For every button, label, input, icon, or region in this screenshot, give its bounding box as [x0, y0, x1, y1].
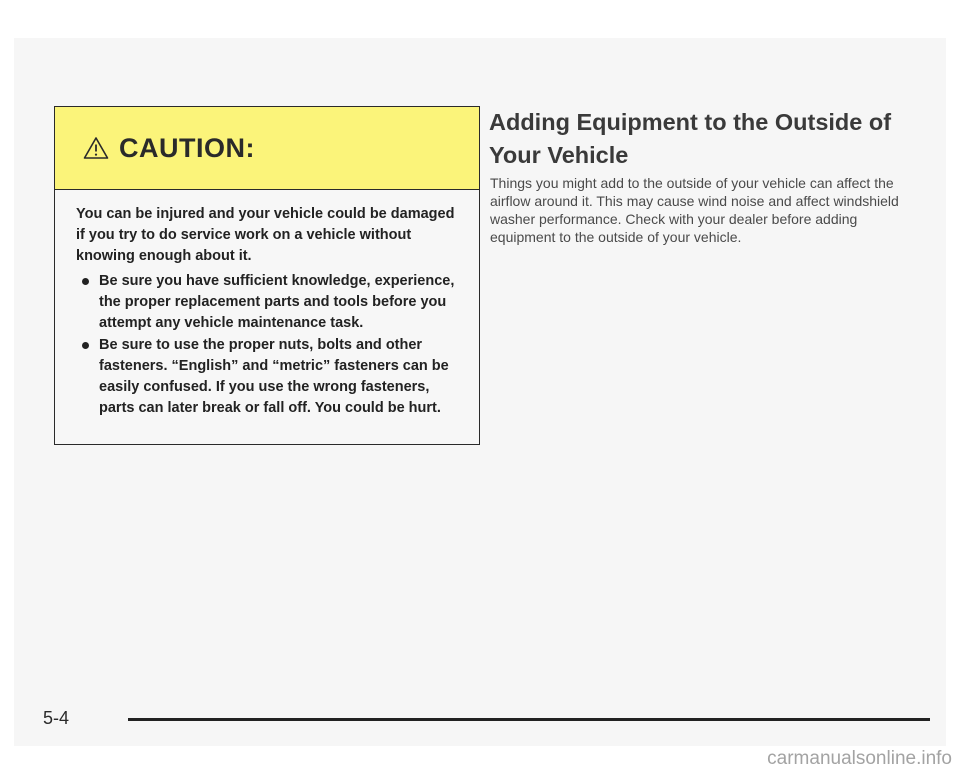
caution-bullet-text: Be sure you have sufficient knowledge, experience, the proper replacement parts and tools before you attempt any vehicle maintenance task. — [99, 273, 455, 331]
bullet-icon — [82, 278, 89, 285]
caution-body — [55, 190, 479, 419]
caution-header — [55, 107, 479, 190]
warning-triangle-icon — [83, 136, 109, 160]
bullet-icon — [82, 342, 89, 349]
caution-bullet-text: Be sure to use the proper nuts, bolts and other fasteners. “English” and “metric” fasteners can be easily confused. If you use the wrong fasteners, parts can later break or fall off. You could be hurt. — [99, 337, 449, 416]
caution-title: CAUTION: — [119, 132, 255, 163]
manual-page — [14, 38, 946, 746]
caution-intro: You can be injured and your vehicle could be damaged if you try to do service work on a vehicle without knowing enough about it. — [76, 206, 455, 264]
caution-box — [54, 106, 480, 445]
caution-bullet — [82, 335, 459, 419]
watermark: carmanualsonline.info — [767, 748, 952, 769]
section-title: Adding Equipment to the Outside of Your Vehicle — [489, 109, 892, 168]
section-body: Things you might add to the outside of your vehicle can affect the airflow around it. This may cause wind noise and affect windshield washer performance. Check with your dealer before adding equipment to the outside of your vehicle. — [490, 175, 899, 245]
caution-bullet-list — [76, 271, 459, 419]
caution-bullet — [82, 271, 459, 334]
footer-divider — [128, 718, 930, 721]
page-number: 5-4 — [43, 708, 70, 728]
